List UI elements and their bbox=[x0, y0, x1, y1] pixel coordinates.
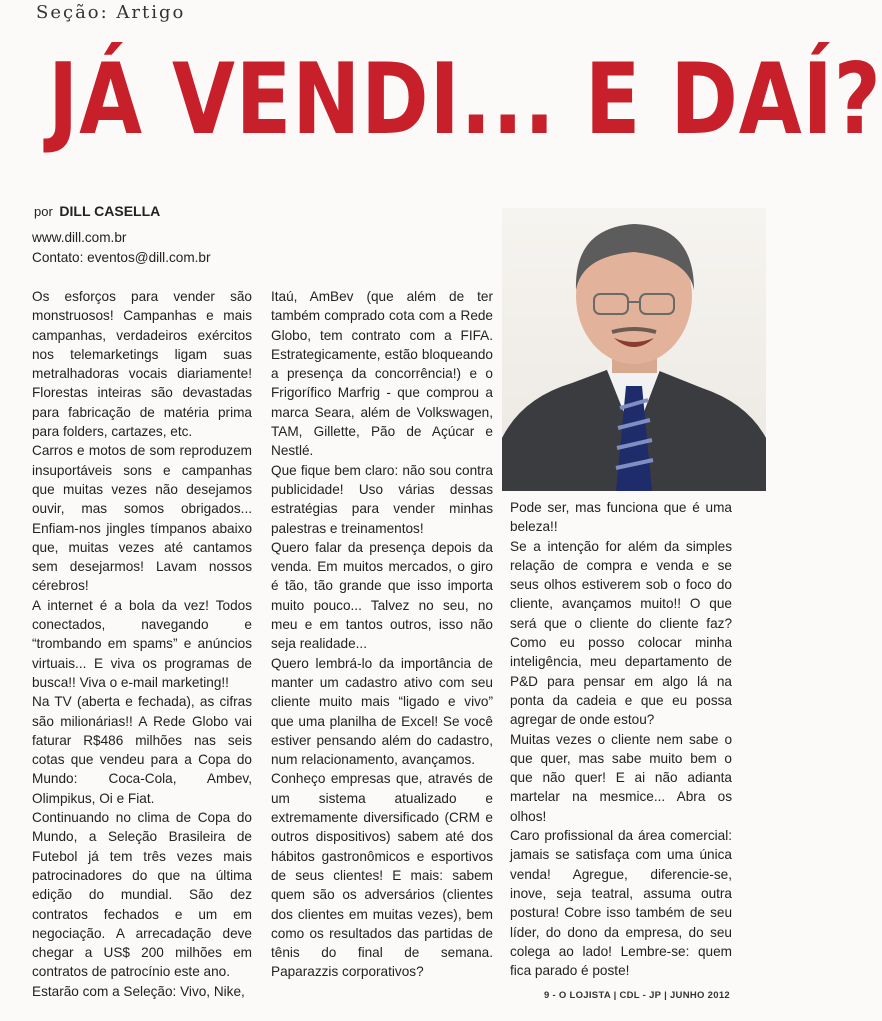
author-website: www.dill.com.br bbox=[32, 230, 127, 245]
paragraph: Na TV (aberta e fechada), as cifras são milionárias!! A Rede Globo vai faturar R$486 milhões nas seis cotas que vendeu para a Copa do Mundo: Coca-Cola, Ambev, Olimpikus, Oi e Fiat. bbox=[32, 694, 252, 806]
paragraph: Itaú, AmBev (que além de ter também comprado cota com a Rede Globo, tem contrato com a FIFA. Estrategicamente, estão bloqueando a presença da concorrência!) e o Frigorífico Marfrig - que comprou a marca Seara, além de Volkswagen, TAM, Gillette, Pão de Açúcar e Nestlé. bbox=[271, 289, 493, 459]
author-contact bbox=[32, 228, 211, 268]
paragraph: Pode ser, mas funciona que é uma beleza!! bbox=[510, 500, 732, 535]
author-photo bbox=[502, 208, 766, 491]
paragraph: Se a intenção for além da simples relação de compra e venda e se seus olhos estiverem sob o foco do cliente, avançamos muito!! O que será que o cliente do cliente faz? Como eu posso colocar minha inteligência, meu departamento de P&D para pensar em algo lá na ponta da cadeia e que eu possa agregar de onde estou? bbox=[510, 538, 732, 728]
author-name: DILL CASELLA bbox=[59, 203, 161, 219]
paragraph: Muitas vezes o cliente nem sabe o que quer, mas sabe muito bem o que não quer! E ai não adianta martelar na mesmice... Abra os olhos! bbox=[510, 731, 732, 824]
article-column-3 bbox=[510, 498, 732, 980]
paragraph: Quero falar da presença depois da venda. Em muitos mercados, o giro é tão, tão grande que isso importa muito pouco... Talvez no seu, no meu e em tantos outros, isso não seja realidade... bbox=[271, 539, 493, 652]
paragraph: Estarão com a Seleção: Vivo, Nike, bbox=[32, 983, 245, 999]
paragraph: Continuando no clima de Copa do Mundo, a Seleção Brasileira de Futebol já tem três vezes mais patrocinadores do que na última edição do mundial. São dez contratos fechados e um em negociação. A arrecadação deve chegar a US$ 200 milhões em contratos de patrocínio este ano. bbox=[32, 810, 252, 980]
section-label: Seção: Artigo bbox=[36, 2, 186, 23]
paragraph: Caro profissional da área comercial: jamais se satisfaça com uma única venda! Agregue, diferencie-se, inove, seja teatral, assuma outra postura! Cobre isso também de seu líder, do dono da empresa, do seu colega ao lado! Lembre-se: quem fica parado é poste! bbox=[510, 828, 732, 979]
paragraph: Os esforços para vender são monstruosos! Campanhas e mais campanhas, verdadeiros exércitos nos telemarketings ligam suas metralhadoras vocais diariamente! Florestas inteiras são devastadas para fabricação de matéria prima para folders, cartazes, etc. bbox=[32, 289, 252, 440]
page-footer: 9 - O LOJISTA | CDL - JP | JUNHO 2012 bbox=[543, 990, 730, 1001]
paragraph: Conheço empresas que, através de um sistema atualizado e extremamente diversificado (CRM e outros dispositivos) sabem até dos hábitos gastronômicos e esportivos de seus clientes! E mais: sabem quem são os adversários (clientes dos clientes em muitas vezes), bem como os resultados das partidas de tênis do final de semana. Paparazzis corporativos? bbox=[271, 771, 493, 980]
article-column-1 bbox=[32, 287, 252, 1001]
paragraph: Que fique bem claro: não sou contra publicidade! Uso várias dessas estratégias para vender minhas palestras e treinamentos! bbox=[271, 462, 493, 536]
paragraph: Quero lembrá-lo da importância de manter um cadastro ativo com seu cliente muito mais “ligado e vivo” que uma planilha de Excel! Se você estiver pensando além do cadastro, num relacionamento, avançamos. bbox=[271, 655, 493, 768]
author-email: Contato: eventos@dill.com.br bbox=[32, 250, 211, 265]
paragraph: Carros e motos de som reproduzem insuportáveis sons e campanhas que muitas vezes não desejamos ouvir, mas somos obrigados... Enfiam-nos jingles tímpanos abaixo que, muitas vezes até cantamos sem desejarmos! Lavam nossos cérebros! bbox=[32, 443, 252, 594]
article-title: JÁ VENDI... E DAÍ? bbox=[48, 43, 882, 157]
byline bbox=[34, 203, 160, 219]
paragraph: A internet é a bola da vez! Todos conectados, navegando e “trombando em spams” e anúncios virtuais... E viva os programas de busca!! Viva o e-mail marketing!! bbox=[32, 597, 252, 690]
byline-prefix: por bbox=[34, 204, 53, 219]
article-column-2 bbox=[271, 287, 493, 982]
